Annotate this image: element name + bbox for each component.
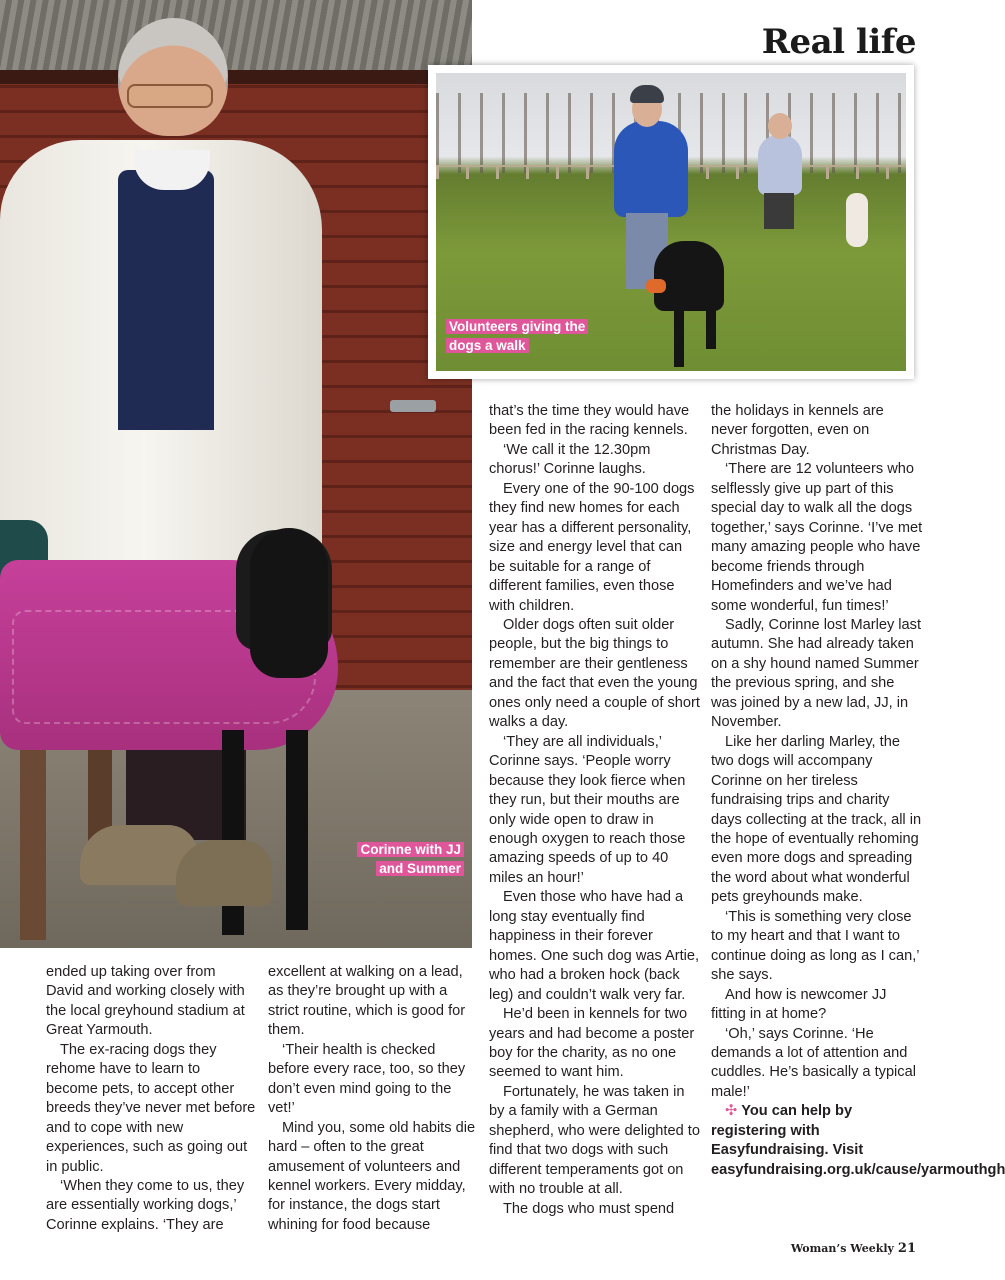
paragraph: Older dogs often suit older people, but the big things to remember are their gentleness and the fact that even the young ones only need a couple of short walks a day. bbox=[489, 616, 700, 731]
paragraph: ‘When they come to us, they are essentially working dogs,’ Corinne explains. ‘They are bbox=[46, 1177, 245, 1233]
woman-shoe bbox=[176, 840, 272, 906]
paragraph: Fortunately, he was taken in by a family with a German shepherd, who were delighted to find that two dogs with such different temperaments got on with no trouble at all. bbox=[489, 1083, 700, 1198]
shed-roof bbox=[0, 0, 472, 70]
door-bolt bbox=[390, 400, 436, 412]
call-to-action bbox=[711, 1102, 1005, 1180]
article-column-3 bbox=[489, 402, 701, 1219]
main-photo bbox=[0, 0, 472, 948]
paragraph: ‘Oh,’ says Corinne. ‘He demands a lot of attention and cuddles. He’s basically a typical male!’ bbox=[711, 1025, 916, 1100]
greyhound-leg bbox=[674, 303, 684, 367]
volunteer-man-hat bbox=[630, 85, 664, 103]
black-greyhound-leg bbox=[286, 730, 308, 930]
black-greyhound-head bbox=[250, 528, 328, 678]
volunteer-woman-legs bbox=[764, 193, 794, 229]
paragraph: Sadly, Corinne lost Marley last autumn. She had already taken on a shy hound named Summer the previous spring, and she was joined by a new lad, JJ, in November. bbox=[711, 616, 922, 731]
article-column-2 bbox=[268, 963, 480, 1235]
page-footer bbox=[760, 1240, 916, 1257]
woman-jumper bbox=[118, 170, 214, 430]
magazine-name: Woman’s Weekly bbox=[790, 1242, 894, 1255]
woman-head bbox=[118, 18, 228, 136]
paragraph: Even those who have had a long stay eventually find happiness in their forever homes. One such dog was Artie, who had a broken hock (back leg) and couldn’t walk very far. bbox=[489, 889, 700, 1003]
paragraph: ‘They are all individuals,’ Corinne says. ‘People worry because they look fierce when they run, but their mouths are only wide open to draw in enough oxygen to reach those amazing speeds of up to 40 miles an hour!’ bbox=[489, 733, 686, 886]
paragraph: the holidays in kennels are never forgotten, even on Christmas Day. bbox=[711, 403, 884, 458]
paragraph: ‘We call it the 12.30pm chorus!’ Corinne laughs. bbox=[489, 441, 651, 478]
paragraph: He’d been in kennels for two years and had become a poster boy for the charity, as no one seemed to want him. bbox=[489, 1006, 695, 1081]
white-greyhound bbox=[846, 193, 868, 247]
paragraph: Every one of the 90-100 dogs they find new homes for each year has a different personality, size and energy level that can be suitable for a range of different families, even those with children. bbox=[489, 480, 695, 614]
paragraph: The dogs who must spend bbox=[503, 1200, 675, 1217]
paragraph: ‘Their health is checked before every race, too, so they don’t even mind going to the vet!’ bbox=[268, 1041, 466, 1117]
page-number: 21 bbox=[897, 1241, 916, 1256]
main-photo-caption bbox=[340, 840, 464, 878]
paragraph: excellent at walking on a lead, as they’re brought up with a strict routine, which is good for them. bbox=[268, 964, 466, 1039]
volunteer-woman-head bbox=[768, 113, 792, 139]
paragraph: ended up taking over from David and working closely with the local greyhound stadium at Great Yarmouth. bbox=[46, 964, 245, 1039]
paragraph: Like her darling Marley, the two dogs will accompany Corinne on her tireless fundraising trips and charity days collecting at the track, all in the hope of eventually rehoming even more dogs and spreading the word about what wonderful pets greyhounds make. bbox=[711, 733, 922, 906]
greyhound-leg bbox=[706, 293, 716, 349]
woman-glasses bbox=[127, 84, 213, 108]
volunteer-woman-body bbox=[758, 135, 802, 195]
orange-muzzle bbox=[646, 279, 666, 293]
section-title: Real life bbox=[761, 22, 916, 62]
paragraph: Mind you, some old habits die hard – often to the great amusement of volunteers and kennel workers. Every midday, for instance, the dogs start whining for food because bbox=[268, 1119, 476, 1233]
paragraph: ‘This is something very close to my heart and that I want to continue doing as long as I can,’ she says. bbox=[711, 908, 919, 984]
inset-photo-caption-text: Volunteers giving the dogs a walk bbox=[446, 319, 588, 353]
shed-trim bbox=[0, 70, 472, 84]
inset-photo-caption bbox=[446, 317, 586, 355]
article-column-4 bbox=[711, 402, 1005, 1180]
call-to-action-text: You can help by registering with Easyfundraising. Visit easyfundraising.org.uk/cause/yarmouthgh bbox=[711, 1103, 1005, 1178]
paragraph: And how is newcomer JJ fitting in at home? bbox=[711, 986, 887, 1023]
main-photo-caption-text: Corinne with JJ and Summer bbox=[357, 842, 464, 876]
cross-bullet-icon: ✣ bbox=[725, 1103, 738, 1120]
volunteer-man-body bbox=[614, 121, 688, 217]
paragraph: The ex-racing dogs they rehome have to learn to become pets, to accept other breeds they’ve never met before and to cope with new experiences, such as going out in public. bbox=[46, 1041, 256, 1175]
article-column-1 bbox=[46, 963, 256, 1235]
paragraph: ‘There are 12 volunteers who selflessly give up part of this special day to walk all the dogs together,’ says Corinne. ‘I’ve met many amazing people who have become friends through Homefinders and we’ve had some wonderful, fun times!’ bbox=[711, 461, 923, 614]
paragraph: that’s the time they would have been fed in the racing kennels. bbox=[489, 403, 690, 439]
